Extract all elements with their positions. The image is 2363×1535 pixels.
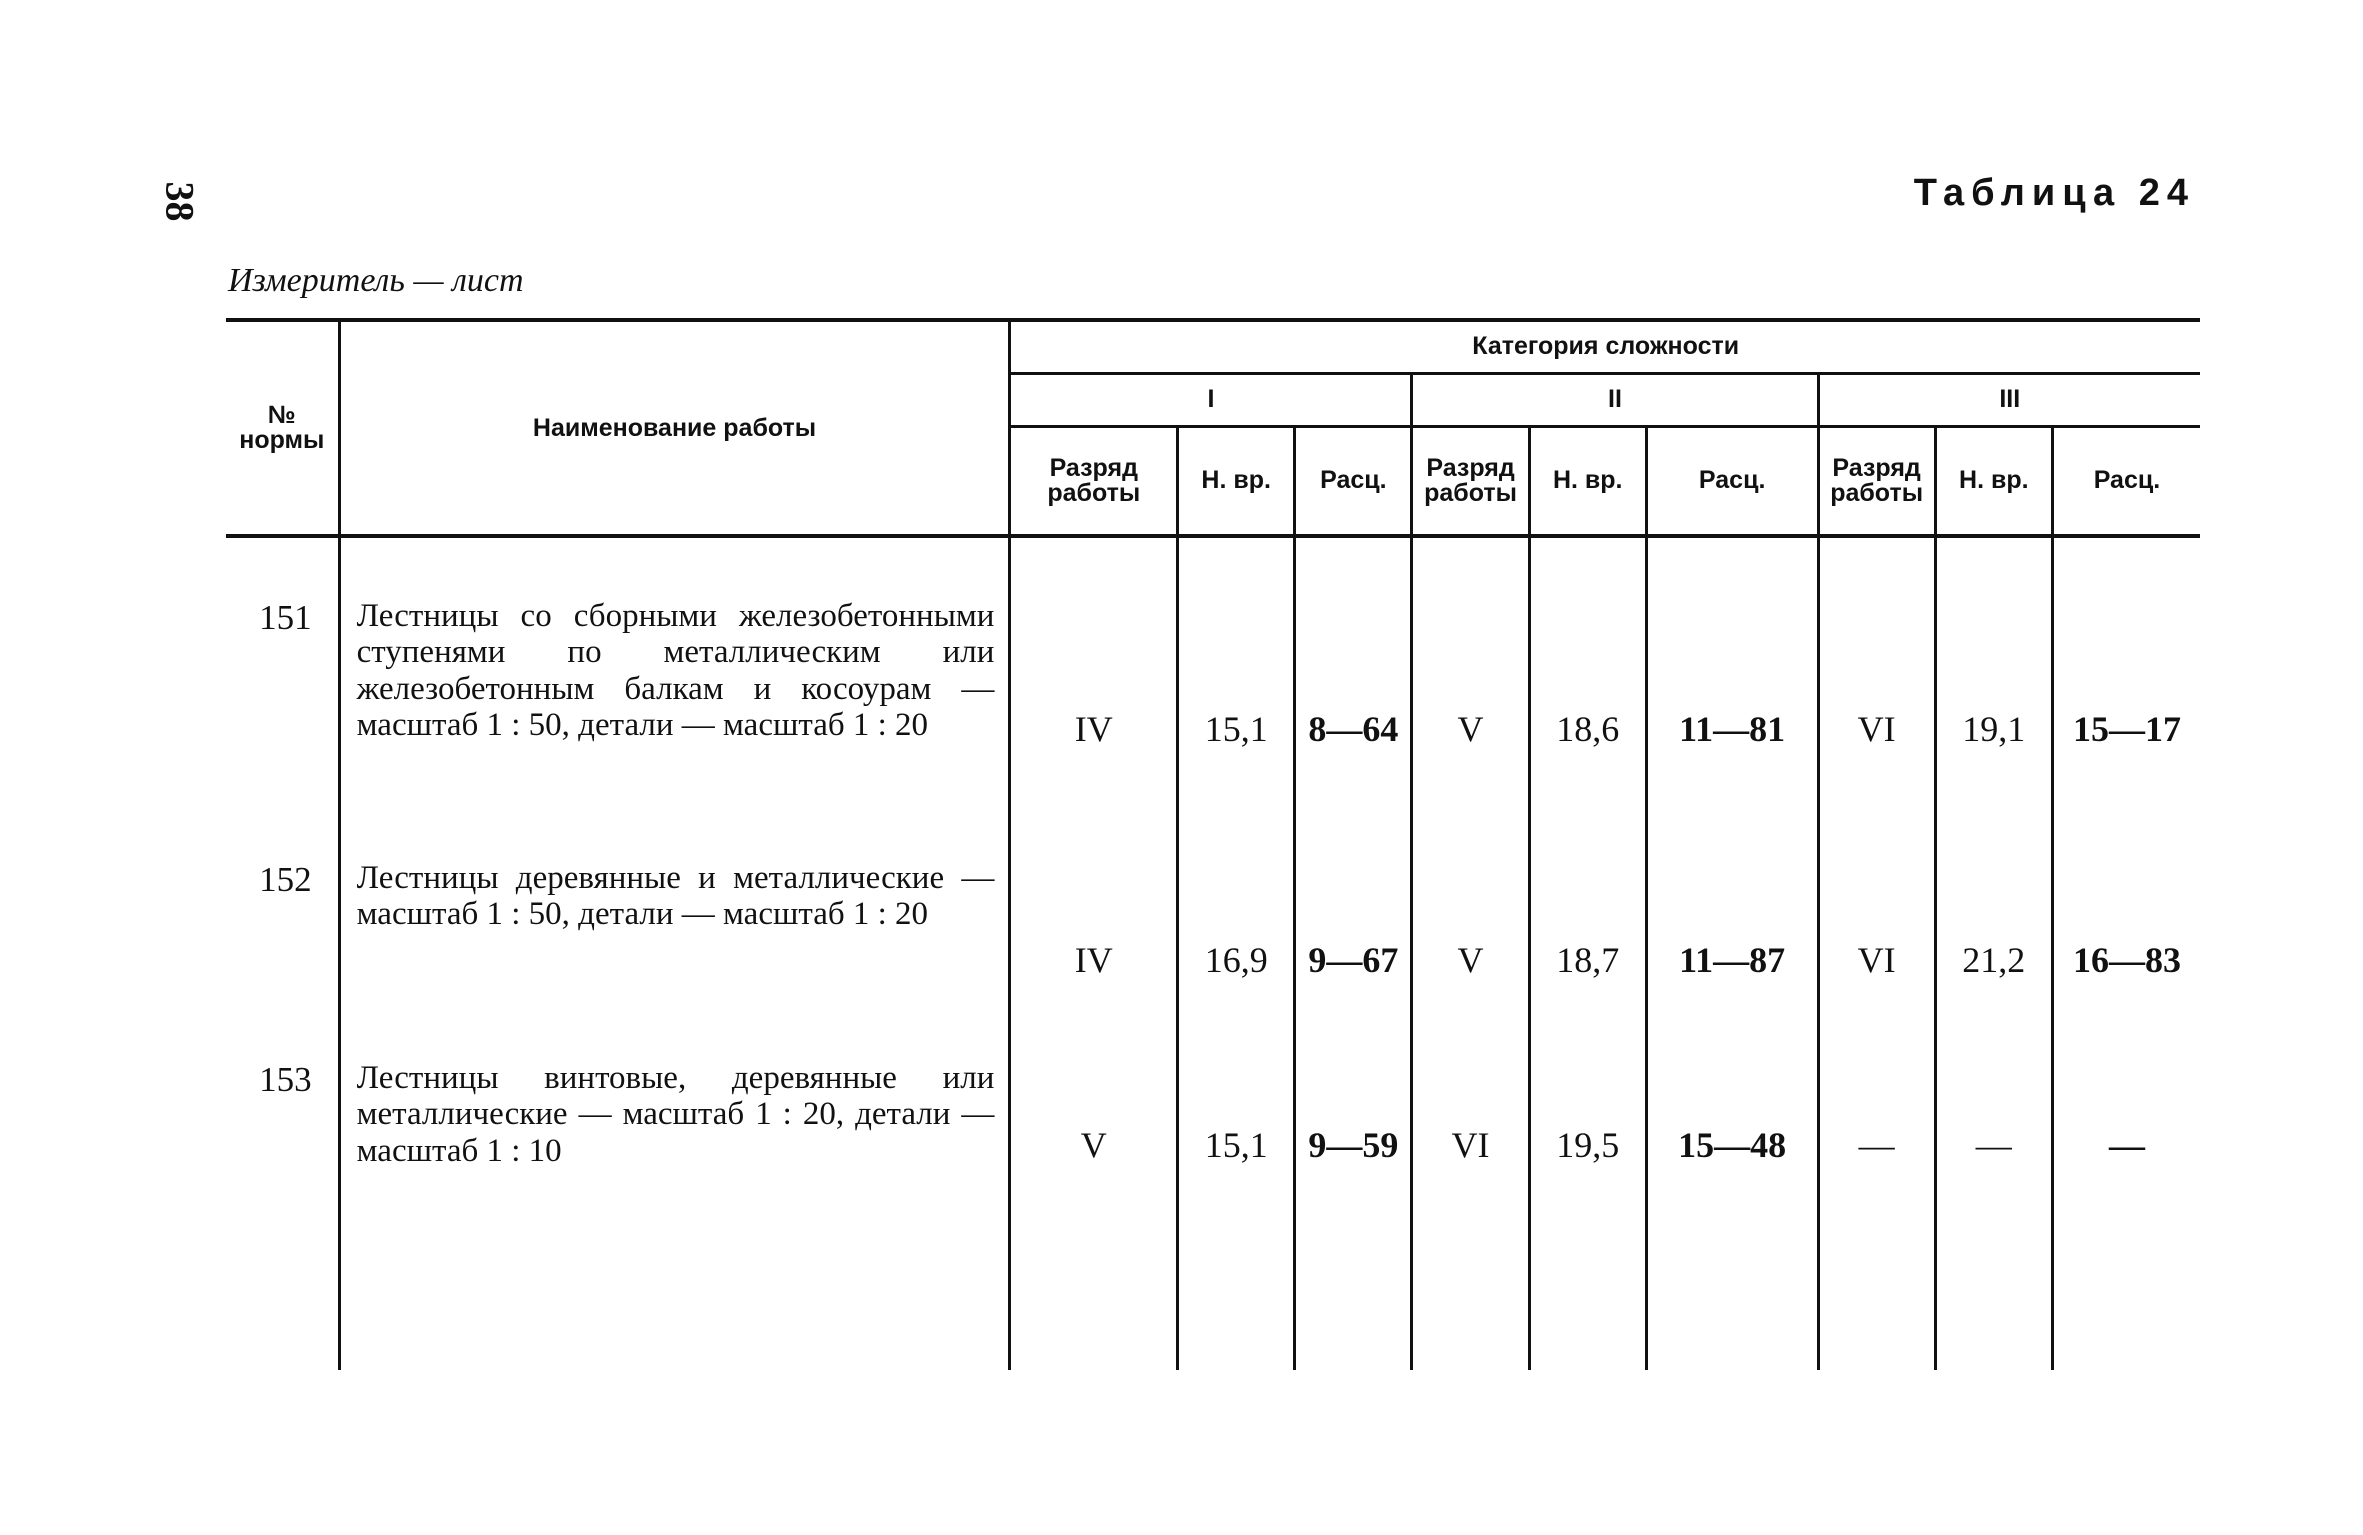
header-norm-no: № нормы	[226, 320, 339, 536]
unit-of-measure: Измеритель — лист	[228, 262, 524, 299]
norm-number: 151	[259, 598, 312, 637]
work-name: Лестницы со сборными железобетонными ступенями по металлическим или железобетонным балкам и косоурам — масштаб 1 : 50, детали — масштаб 1 : 20	[339, 598, 1010, 860]
header-category-2: II	[1412, 373, 1818, 426]
cat3-time: 21,2	[1935, 860, 2052, 1060]
cat1-grade: IV	[1010, 860, 1178, 1060]
cat2-grade: VI	[1412, 1060, 1529, 1230]
header-rate: Расц.	[2052, 426, 2200, 536]
table-label: Таблица 24	[1913, 172, 2195, 214]
header-time: Н. вр.	[1178, 426, 1295, 536]
table-row	[226, 860, 2200, 1060]
table-row	[226, 598, 2200, 860]
page-number: 38	[157, 181, 203, 222]
cat3-rate: —	[2052, 1060, 2200, 1230]
norms-table	[226, 318, 2200, 1370]
header-grade: Разряд работы	[1412, 426, 1529, 536]
cat2-time: 18,7	[1529, 860, 1646, 1060]
cat2-time: 18,6	[1529, 598, 1646, 860]
cat3-grade: VI	[1818, 598, 1935, 860]
cat1-rate: 9—67	[1295, 860, 1412, 1060]
cat1-rate: 9—59	[1295, 1060, 1412, 1230]
cat3-grade: —	[1818, 1060, 1935, 1230]
table-row	[226, 1060, 2200, 1230]
cat2-grade: V	[1412, 860, 1529, 1060]
cat2-rate: 11—87	[1646, 860, 1818, 1060]
cat1-grade: V	[1010, 1060, 1178, 1230]
cat1-time: 15,1	[1178, 598, 1295, 860]
cat1-rate: 8—64	[1295, 598, 1412, 860]
header-grade: Разряд работы	[1010, 426, 1178, 536]
header-time: Н. вр.	[1935, 426, 2052, 536]
cat2-time: 19,5	[1529, 1060, 1646, 1230]
work-name: Лестницы деревянные и металлические — масштаб 1 : 50, детали — масштаб 1 : 20	[339, 860, 1010, 1060]
header-category-1: I	[1010, 373, 1412, 426]
work-name: Лестницы винтовые, деревянные или металлические — масштаб 1 : 20, детали — масштаб 1 : 10	[339, 1060, 1010, 1230]
header-complexity: Категория сложности	[1010, 320, 2200, 373]
header-time: Н. вр.	[1529, 426, 1646, 536]
header-work-name: Наименование работы	[339, 320, 1010, 536]
cat3-rate: 15—17	[2052, 598, 2200, 860]
header-rate: Расц.	[1295, 426, 1412, 536]
header-rate: Расц.	[1646, 426, 1818, 536]
header-grade: Разряд работы	[1818, 426, 1935, 536]
cat3-rate: 16—83	[2052, 860, 2200, 1060]
cat2-rate: 11—81	[1646, 598, 1818, 860]
norm-number: 153	[259, 1060, 312, 1099]
cat2-grade: V	[1412, 598, 1529, 860]
cat3-time: —	[1935, 1060, 2052, 1230]
norm-number: 152	[259, 860, 312, 899]
cat1-grade: IV	[1010, 598, 1178, 860]
header-category-3: III	[1818, 373, 2200, 426]
cat1-time: 15,1	[1178, 1060, 1295, 1230]
cat1-time: 16,9	[1178, 860, 1295, 1060]
cat3-time: 19,1	[1935, 598, 2052, 860]
cat3-grade: VI	[1818, 860, 1935, 1060]
cat2-rate: 15—48	[1646, 1060, 1818, 1230]
